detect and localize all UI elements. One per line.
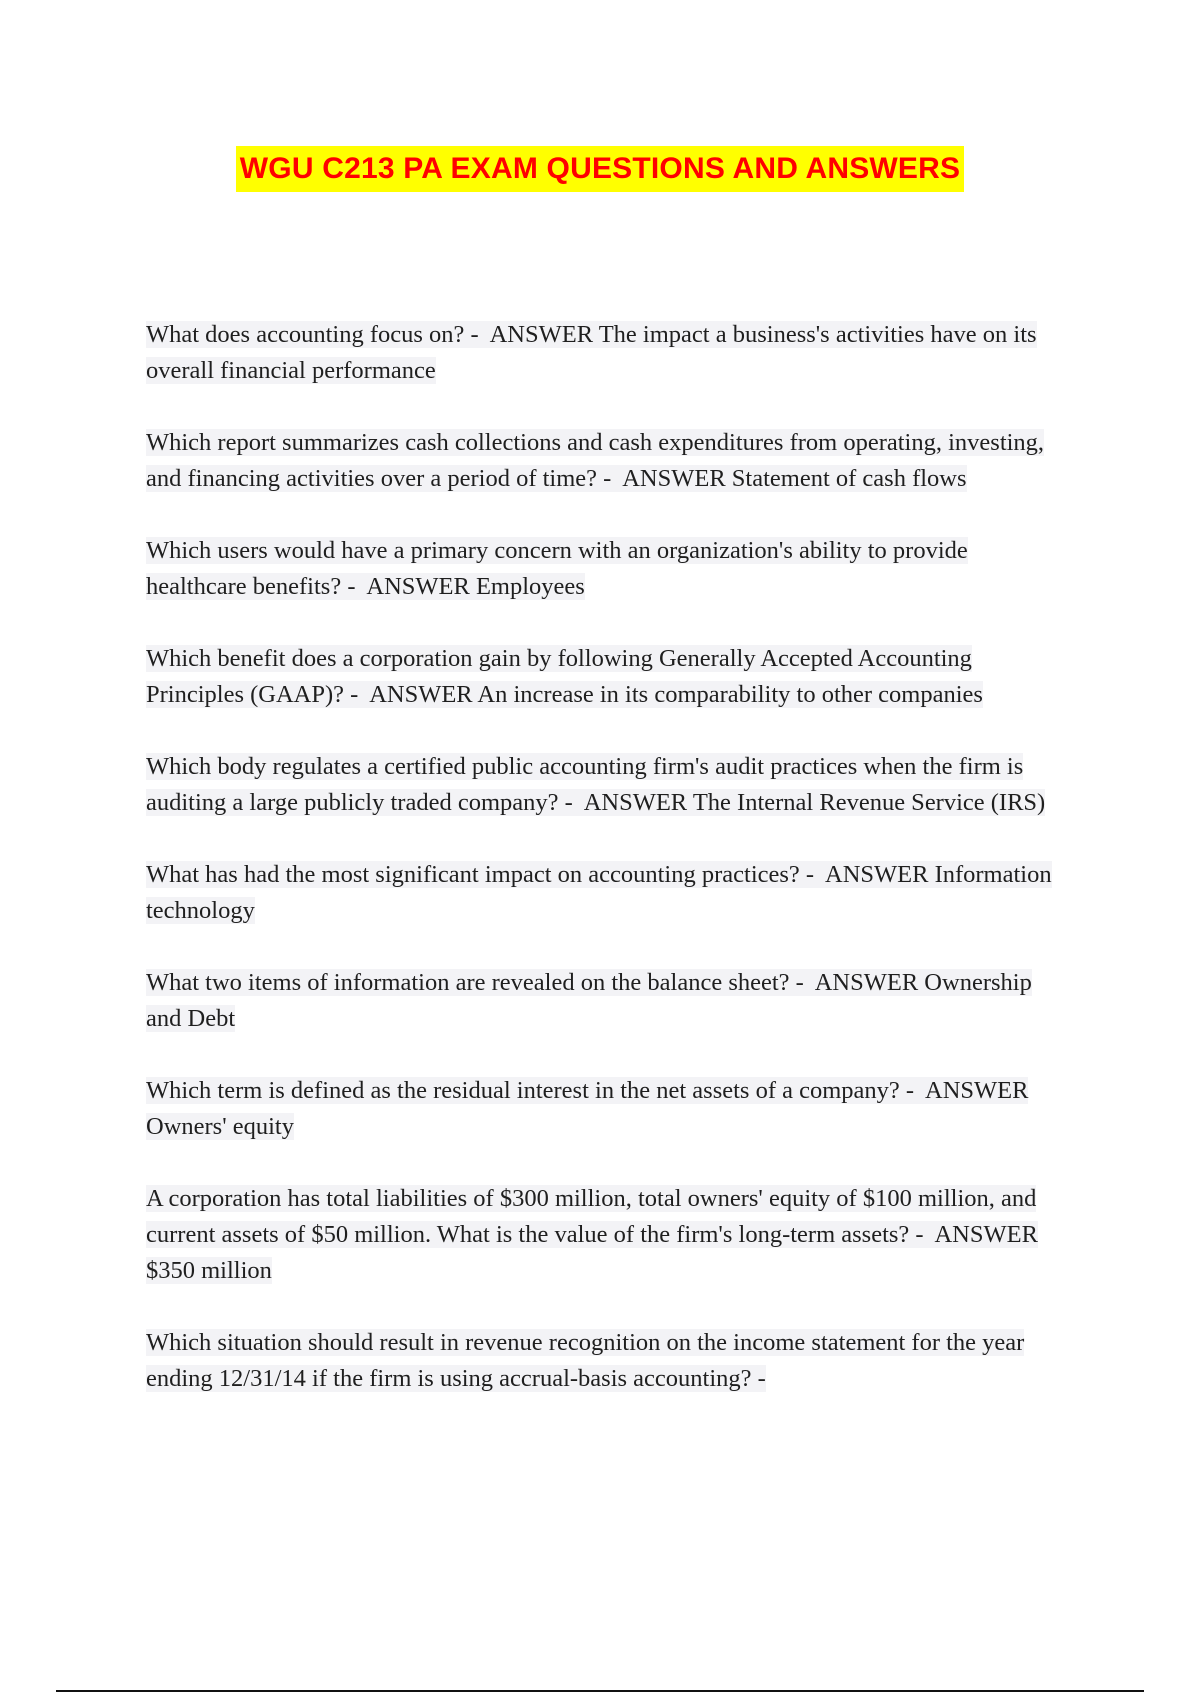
question-text: A corporation has total liabilities of $300 million, total owners' equity of $100 million, and current assets of $50 million. What is the value of the firm's long-term assets? - xyxy=(146,1185,1037,1248)
question-text: Which situation should result in revenue recognition on the income statement for the year ending 12/31/14 if the firm is using accrual-basis accounting? - xyxy=(146,1329,1025,1392)
title-area xyxy=(0,146,1200,192)
document-title: WGU C213 PA EXAM QUESTIONS AND ANSWERS xyxy=(236,146,964,192)
question-text: What does accounting focus on? - xyxy=(146,321,479,348)
qa-item xyxy=(146,317,1066,389)
question-text: Which benefit does a corporation gain by following Generally Accepted Accounting Principles (GAAP)? - xyxy=(146,645,972,708)
qa-item xyxy=(146,857,1066,929)
question-text: Which users would have a primary concern with an organization's ability to provide healthcare benefits? - xyxy=(146,537,968,600)
question-text: Which body regulates a certified public accounting firm's audit practices when the firm is auditing a large publicly traded company? - xyxy=(146,753,1024,816)
qa-list xyxy=(146,317,1066,1433)
question-text: Which report summarizes cash collections and cash expenditures from operating, investing, and financing activities over a period of time? - xyxy=(146,429,1045,492)
answer-text: ANSWER Employees xyxy=(366,573,585,600)
question-text: What has had the most significant impact on accounting practices? - xyxy=(146,861,815,888)
answer-text: ANSWER $350 million xyxy=(146,1221,1038,1284)
answer-text: ANSWER Information technology xyxy=(146,861,1052,924)
answer-text: ANSWER An increase in its comparability to other companies xyxy=(369,681,983,708)
qa-item xyxy=(146,1181,1066,1289)
question-text: Which term is defined as the residual interest in the net assets of a company? - xyxy=(146,1077,915,1104)
qa-item xyxy=(146,965,1066,1037)
question-text: What two items of information are revealed on the balance sheet? - xyxy=(146,969,804,996)
qa-item xyxy=(146,1073,1066,1145)
qa-item xyxy=(146,1325,1066,1397)
answer-text: ANSWER The Internal Revenue Service (IRS) xyxy=(583,789,1046,816)
qa-item xyxy=(146,641,1066,713)
answer-text: ANSWER The impact a business's activities have on its overall financial performance xyxy=(146,321,1037,384)
qa-item xyxy=(146,533,1066,605)
qa-item xyxy=(146,749,1066,821)
answer-text: ANSWER Owners' equity xyxy=(146,1077,1029,1140)
bottom-divider xyxy=(56,1690,1144,1692)
answer-text: ANSWER Statement of cash flows xyxy=(622,465,967,492)
answer-text: ANSWER Ownership and Debt xyxy=(146,969,1032,1032)
qa-item xyxy=(146,425,1066,497)
